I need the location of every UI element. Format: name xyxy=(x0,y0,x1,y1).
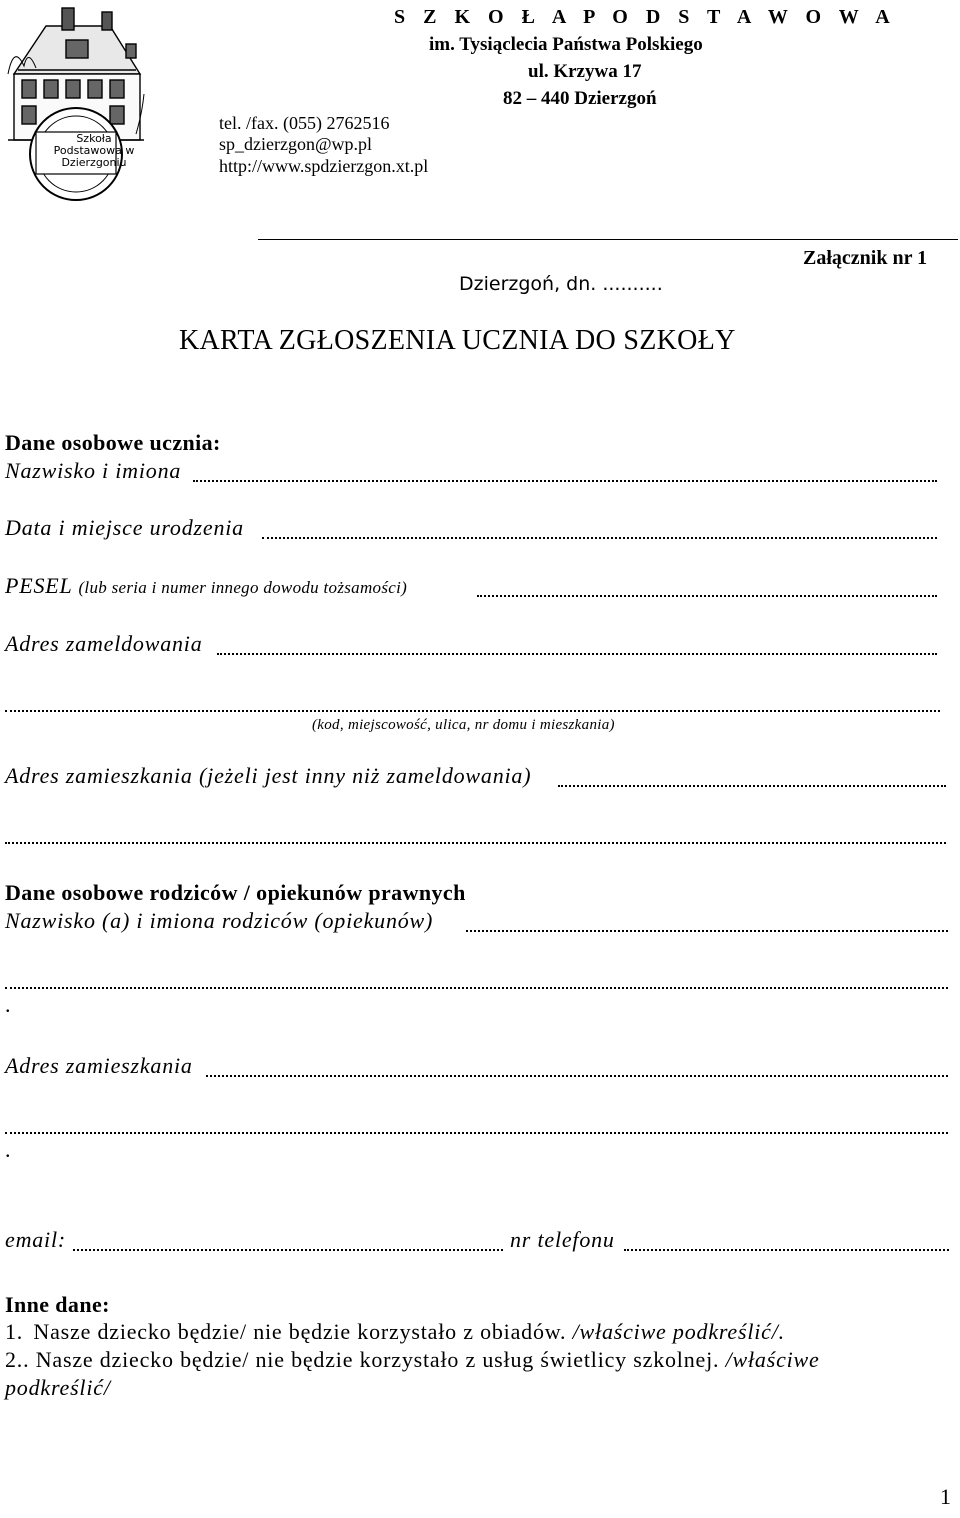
header-rule xyxy=(258,239,958,240)
school-email: sp_dzierzgon@wp.pl xyxy=(219,134,373,154)
reg-address-label: Adres zameldowania xyxy=(5,631,203,656)
pesel-note: (lub seria i numer innego dowodu tożsamości) xyxy=(78,578,408,597)
parents-names-label: Nazwisko (a) i imiona rodziców (opiekunów) xyxy=(5,908,434,933)
place-date: Dzierzgoń, dn. .......... xyxy=(459,273,663,295)
school-postal-city: 82 – 440 Dzierzgoń xyxy=(503,88,657,109)
parents-names-dot: . xyxy=(5,992,12,1017)
res-address-field-2[interactable] xyxy=(5,842,946,844)
pesel-text: PESEL xyxy=(5,573,73,598)
school-building-logo xyxy=(6,4,146,204)
item-2-note-continued: podkreślić/ xyxy=(5,1375,111,1400)
item-1-number: 1. xyxy=(5,1319,24,1344)
item-2-text: Nasze dziecko będzie/ nie będzie korzystało z usług świetlicy szkolnej. xyxy=(35,1347,720,1372)
other-item-2 xyxy=(5,1347,820,1373)
student-name-label: Nazwisko i imiona xyxy=(5,458,182,483)
other-item-1 xyxy=(5,1319,785,1345)
parents-email-field[interactable] xyxy=(73,1249,503,1251)
parents-address-field-2[interactable] xyxy=(5,1132,948,1134)
annex-label: Załącznik nr 1 xyxy=(803,247,928,269)
other-heading: Inne dane: xyxy=(5,1292,110,1317)
parents-phone-field[interactable] xyxy=(624,1249,949,1251)
item-2-note: /właściwe xyxy=(725,1347,820,1372)
school-patron: im. Tysiąclecia Państwa Polskiego xyxy=(429,34,703,55)
student-birth-label: Data i miejsce urodzenia xyxy=(5,515,244,540)
student-pesel-label xyxy=(5,573,407,599)
res-address-field[interactable] xyxy=(558,785,946,787)
parents-phone-label: nr telefonu xyxy=(510,1227,615,1252)
address-hint: (kod, miejscowość, ulica, nr domu i mieszkania) xyxy=(312,717,615,733)
parents-email-label: email: xyxy=(5,1227,67,1252)
school-website: http://www.spdzierzgon.xt.pl xyxy=(219,156,429,176)
parents-address-dot: . xyxy=(5,1137,12,1162)
parents-address-field[interactable] xyxy=(206,1075,948,1077)
school-phone: tel. /fax. (055) 2762516 xyxy=(219,113,390,133)
item-1-note: /właściwe podkreślić/. xyxy=(572,1319,785,1344)
student-name-field[interactable] xyxy=(193,480,937,482)
reg-address-field-2[interactable] xyxy=(5,710,940,712)
school-name: S Z K O Ł A P O D S T A W O W A xyxy=(394,6,897,28)
form-title: KARTA ZGŁOSZENIA UCZNIA DO SZKOŁY xyxy=(179,325,736,356)
student-pesel-field[interactable] xyxy=(477,595,937,597)
parents-address-label: Adres zamieszkania xyxy=(5,1053,193,1078)
page-number: 1 xyxy=(940,1484,951,1509)
item-2-number: 2.. xyxy=(5,1347,30,1372)
parents-names-field-2[interactable] xyxy=(5,987,948,989)
school-street: ul. Krzywa 17 xyxy=(528,61,642,82)
logo-text: Szkoła Podstawowa w Dzierzgoniu xyxy=(53,132,135,169)
reg-address-field[interactable] xyxy=(217,653,937,655)
student-heading: Dane osobowe ucznia: xyxy=(5,430,221,455)
parents-heading: Dane osobowe rodziców / opiekunów prawnych xyxy=(5,880,466,905)
student-birth-field[interactable] xyxy=(262,537,937,539)
item-1-text: Nasze dziecko będzie/ nie będzie korzystało z obiadów. xyxy=(33,1319,567,1344)
parents-names-field[interactable] xyxy=(466,930,948,932)
res-address-label: Adres zamieszkania (jeżeli jest inny niż zameldowania) xyxy=(5,763,532,788)
